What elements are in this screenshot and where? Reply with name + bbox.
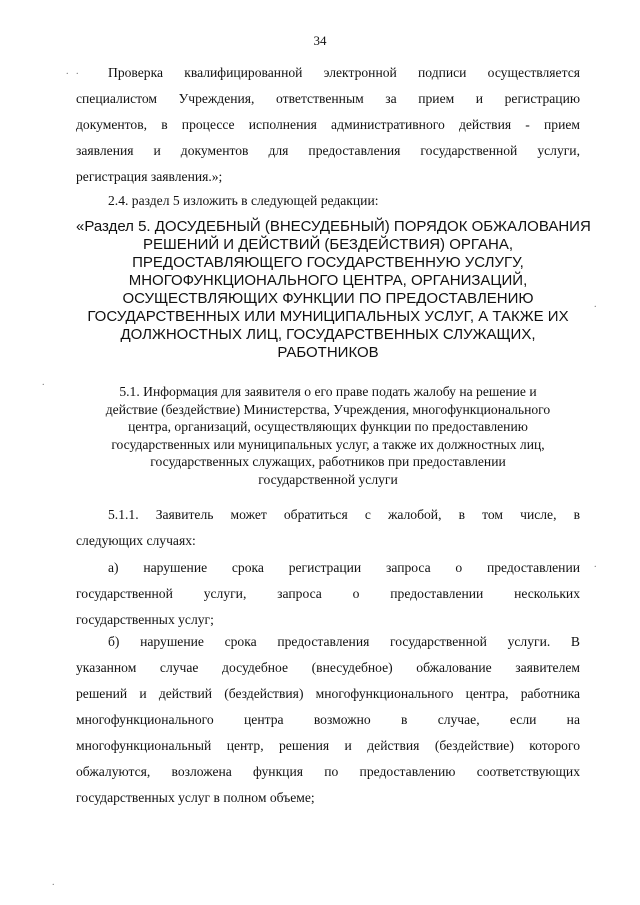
- text-line: многофункционального центра возможно в случае, если на: [76, 712, 580, 727]
- text-line: регистрация заявления.»;: [76, 169, 223, 184]
- title-line: ОСУЩЕСТВЛЯЮЩИХ ФУНКЦИИ ПО ПРЕДОСТАВЛЕНИЮ: [122, 290, 534, 307]
- subtitle-line: действие (бездействие) Министерства, Учреждения, многофункционального: [105, 401, 551, 417]
- subtitle-line: центра, организаций, осуществляющих функции по предоставлению: [128, 419, 528, 434]
- text-line: обжалуются, возложена функция по предоставлению соответствующих: [76, 764, 580, 779]
- title-line: ДОЛЖНОСТНЫХ ЛИЦ, ГОСУДАРСТВЕННЫХ СЛУЖАЩИХ,: [120, 326, 536, 343]
- text-line: документов, в процессе исполнения административного действия - прием: [76, 117, 580, 132]
- text-line: заявления и документов для предоставления государственной услуги,: [76, 143, 580, 158]
- margin-mark: .: [52, 877, 55, 888]
- title-line: РАБОТНИКОВ: [277, 344, 379, 361]
- margin-mark: .: [76, 66, 79, 77]
- margin-mark: .: [42, 377, 45, 388]
- text-line: указанном случае досудебное (внесудебное) обжалование заявителем: [76, 660, 580, 675]
- text-line: 5.1.1. Заявитель может обратиться с жалобой, в том числе, в: [108, 507, 580, 522]
- text-line: государственной услуги, запроса о предоставлении нескольких: [76, 586, 580, 601]
- text-line: многофункциональный центр, решения и действия (бездействие) которого: [76, 738, 580, 753]
- title-line: ГОСУДАРСТВЕННЫХ ИЛИ МУНИЦИПАЛЬНЫХ УСЛУГ, А ТАКЖЕ ИХ: [87, 308, 569, 325]
- subtitle-line: государственной услуги: [258, 471, 398, 487]
- text-line: специалистом Учреждения, ответственным за прием и регистрацию: [76, 91, 580, 106]
- margin-mark: .: [594, 299, 597, 310]
- paragraph-amendment: [76, 188, 580, 214]
- title-line: РЕШЕНИЙ И ДЕЙСТВИЙ (БЕЗДЕЙСТВИЯ) ОРГАНА,: [142, 236, 514, 253]
- text-line: б) нарушение срока предоставления государственной услуги. В: [108, 634, 580, 649]
- page-number: 34: [313, 33, 327, 48]
- subtitle-line: 5.1. Информация для заявителя о его праве подать жалобу на решение и: [119, 384, 537, 399]
- paragraph-item-a: [76, 555, 580, 633]
- title-line: «Раздел 5. ДОСУДЕБНЫЙ (ВНЕСУДЕБНЫЙ) ПОРЯДОК ОБЖАЛОВАНИЯ: [76, 218, 591, 235]
- margin-mark: .: [66, 66, 69, 77]
- text-line: решений и действий (бездействия) многофункционального центра, работника: [76, 686, 580, 701]
- text-line: следующих случаях:: [76, 533, 196, 548]
- text-line: а) нарушение срока регистрации запроса о предоставлении: [108, 560, 580, 575]
- subtitle-line: государственных или муниципальных услуг, а также их должностных лиц,: [111, 436, 545, 452]
- paragraph-signature-check: [76, 60, 580, 190]
- margin-mark: .: [594, 559, 597, 570]
- title-line: МНОГОФУНКЦИОНАЛЬНОГО ЦЕНТРА, ОРГАНИЗАЦИЙ,: [128, 272, 528, 289]
- text-line: Проверка квалифицированной электронной подписи осуществляется: [108, 65, 580, 80]
- text-line: государственных услуг в полном объеме;: [76, 790, 315, 805]
- text-line: государственных услуг;: [76, 612, 214, 627]
- section-title: [76, 218, 591, 362]
- text-line: 2.4. раздел 5 изложить в следующей редакции:: [108, 193, 379, 208]
- subsection-title: [76, 383, 580, 488]
- paragraph-complaint-cases: [76, 502, 580, 554]
- title-line: ПРЕДОСТАВЛЯЮЩЕГО ГОСУДАРСТВЕННУЮ УСЛУГУ,: [132, 254, 524, 271]
- paragraph-item-b: [76, 629, 580, 811]
- subtitle-line: государственных служащих, работников при предоставлении: [150, 454, 506, 469]
